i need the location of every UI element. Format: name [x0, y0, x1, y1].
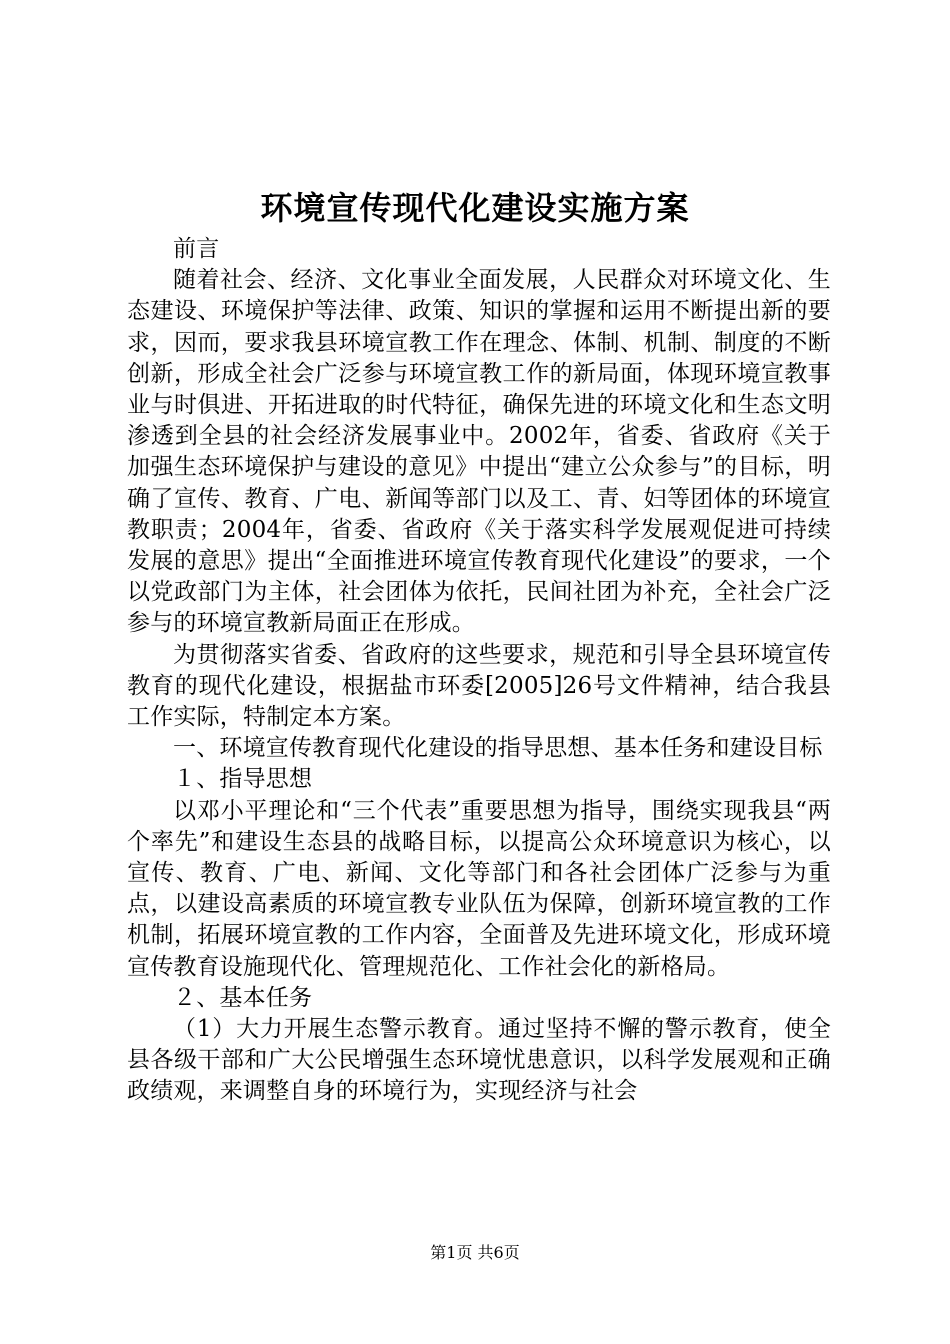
subsection-heading-guiding-ideology: １、指导思想 — [173, 766, 313, 793]
document-body — [127, 234, 831, 1108]
paragraph-preface: 前言 — [173, 236, 220, 262]
subsection-heading-basic-tasks: ２、基本任务 — [173, 984, 313, 1011]
section-heading-1: 一、环境宣传教育现代化建设的指导思想、基本任务和建设目标 — [173, 735, 823, 762]
paragraph-guiding-ideology: 以邓小平理论和“三个代表”重要思想为指导，围绕实现我县“两个率先”和建设生态县的战略目标，以提高公众环境意识为核心，以宣传、教育、广电、新闻、文化等部门和各社会团体广泛参与为重点，以建设高素质的环境宣教专业队伍为保障，创新环境宣教的工作机制，拓展环境宣教的工作内容，全面普及先进环境文化，形成环境宣传教育设施现代化、管理规范化、工作社会化的新格局。 — [127, 797, 831, 980]
page-number-footer: 第1页 共6页 — [430, 1243, 520, 1262]
paragraph-task-1: （1）大力开展生态警示教育。通过坚持不懈的警示教育，使全县各级干部和广大公民增强生态环境忧患意识，以科学发展观和正确政绩观，来调整自身的环境行为，实现经济与社会 — [127, 1016, 831, 1105]
paragraph-purpose: 为贯彻落实省委、省政府的这些要求，规范和引导全县环境宣传教育的现代化建设，根据盐市环委[2005]26号文件精神，结合我县工作实际，特制定本方案。 — [127, 641, 831, 731]
document-title: 环境宣传现代化建设实施方案 — [260, 189, 690, 227]
paragraph-background: 随着社会、经济、文化事业全面发展，人民群众对环境文化、生态建设、环境保护等法律、政策、知识的掌握和运用不断提出新的要求，因而，要求我县环境宣教工作在理念、体制、机制、制度的不断创新，形成全社会广泛参与环境宣教工作的新局面，体现环境宣教事业与时俱进、开拓进取的时代特征，确保先进的环境文化和生态文明渗透到全县的社会经济发展事业中。2002年，省委、省政府《关于加强生态环境保护与建设的意见》中提出“建立公众参与”的目标，明确了宣传、教育、广电、新闻等部门以及工、青、妇等团体的环境宣教职责；2004年，省委、省政府《关于落实科学发展观促进可持续发展的意思》提出“全面推进环境宣传教育现代化建设”的要求，一个以党政部门为主体，社会团体为依托，民间社团为补充，全社会广泛参与的环境宣教新局面正在形成。 — [127, 267, 831, 637]
